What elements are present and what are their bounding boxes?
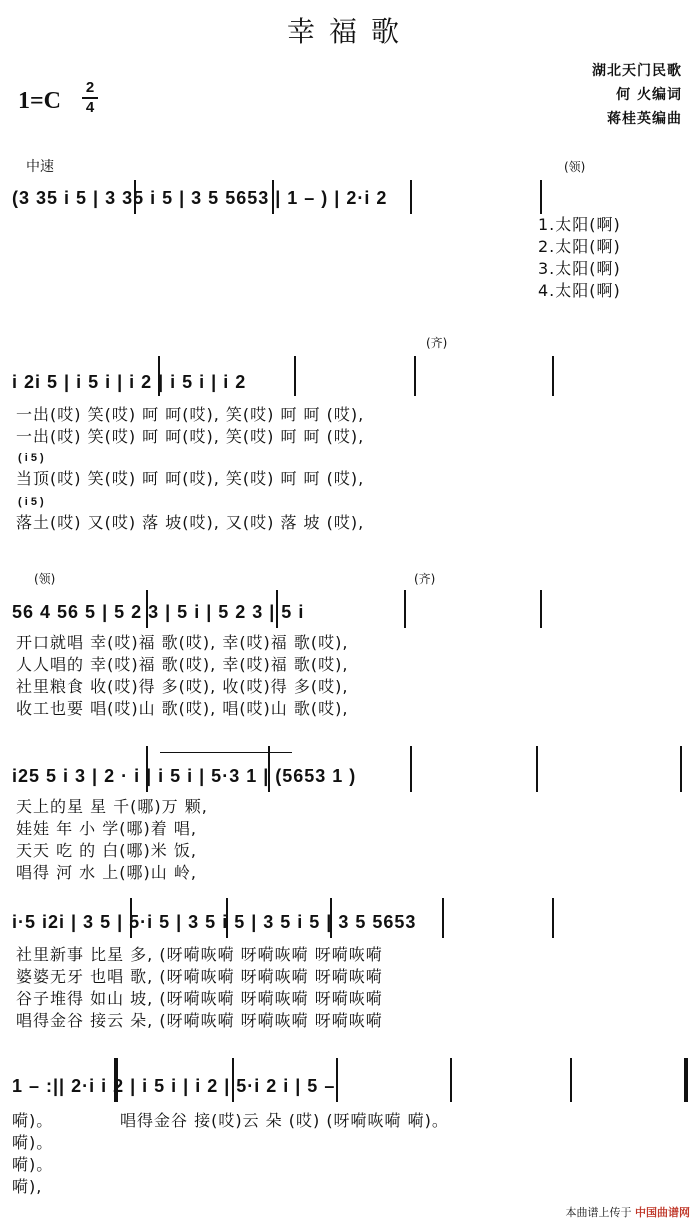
footer-prefix: 本曲谱上传于	[565, 1206, 632, 1219]
verse-4-line: 唱得金谷 接云 朵, (呀嗬咴嗬 呀嗬咴嗬 呀嗬咴嗬	[16, 1011, 383, 1030]
barline	[158, 356, 160, 396]
system3-notes: 56 4 56 5 | 5 2 3 | 5 i | 5 2 3 | 5 i	[12, 602, 305, 622]
verse-3-line: 天天 吃 的 白(哪)米 饭,	[16, 841, 197, 860]
barline	[272, 180, 274, 214]
together-mark: (齐)	[426, 336, 448, 350]
meter-top: 2	[85, 79, 95, 96]
tempo-marking: 中速	[26, 159, 54, 175]
verse-3-line: 谷子堆得 如山 坡, (呀嗬咴嗬 呀嗬咴嗬 呀嗬咴嗬	[16, 989, 383, 1008]
ending-2: 嗬)。	[12, 1133, 54, 1152]
barline	[294, 356, 296, 396]
alt-notes: ( i 5 )	[18, 452, 44, 464]
ending-4: 嗬),	[12, 1177, 43, 1196]
barline	[134, 180, 136, 214]
system2-notes: i 2i 5 | i 5 i | i 2 | i 5 i | i 2	[12, 372, 247, 392]
barline	[146, 746, 148, 792]
barline	[146, 590, 148, 628]
barline	[552, 898, 554, 938]
barline	[410, 180, 412, 214]
together-mark: (齐)	[414, 572, 436, 586]
verse-3-line: 当顶(哎) 笑(哎) 呵 呵(哎), 笑(哎) 呵 呵 (哎),	[16, 469, 365, 488]
credit-arranger: 蒋桂英编曲	[607, 111, 682, 127]
verse-4-line: 落土(哎) 又(哎) 落 坡(哎), 又(哎) 落 坡 (哎),	[16, 513, 365, 532]
site-logo[interactable]: 中国曲谱网	[635, 1206, 690, 1219]
barline	[130, 898, 132, 938]
verse-4-line: 唱得 河 水 上(哪)山 岭,	[16, 863, 197, 882]
barline	[442, 898, 444, 938]
barline	[570, 1058, 572, 1102]
footer-source	[566, 1204, 691, 1220]
barline	[410, 746, 412, 792]
verse-1-line: 社里新事 比星 多, (呀嗬咴嗬 呀嗬咴嗬 呀嗬咴嗬	[16, 945, 383, 964]
alt-notes: ( i 5 )	[18, 496, 44, 508]
key-signature: 1=C	[18, 88, 62, 114]
system6-notes: 1 – :|| 2·i i 2 | i 5 i | i 2 | 5·i 2 i | 5 –	[12, 1076, 336, 1096]
time-signature	[82, 80, 98, 116]
credit-lyricist: 何 火编词	[616, 87, 682, 103]
barline	[450, 1058, 452, 1102]
system5-notes: i·5 i2i | 3 5 | 5·i 5 | 3 5 i 5 | 3 5 i 5 | 3 5 5653	[12, 912, 417, 932]
verse-1-line: 1.太阳(啊)	[538, 215, 621, 234]
verse-2-line: 人人唱的 幸(哎)福 歌(哎), 幸(哎)福 歌(哎),	[16, 655, 349, 674]
barline	[268, 746, 270, 792]
verse-4-line: 4.太阳(啊)	[538, 281, 621, 300]
verse-1-line: 开口就唱 幸(哎)福 歌(哎), 幸(哎)福 歌(哎),	[16, 633, 349, 652]
barline	[276, 590, 278, 628]
barline	[680, 746, 682, 792]
lead-mark: (领)	[564, 160, 586, 174]
credit-origin: 湖北天门民歌	[592, 63, 682, 79]
verse-3-line: 3.太阳(啊)	[538, 259, 621, 278]
coda-lyric: 唱得金谷 接(哎)云 朵 (哎) (呀嗬咴嗬 嗬)。	[120, 1111, 449, 1130]
system1-notes: (3 35 i 5 | 3 35 i 5 | 3 5 5653 | 1 – ) | 2·i 2	[12, 188, 388, 208]
barline	[414, 356, 416, 396]
barline	[540, 180, 542, 214]
verse-1-line: 一出(哎) 笑(哎) 呵 呵(哎), 笑(哎) 呵 呵 (哎),	[16, 405, 365, 424]
barline	[330, 898, 332, 938]
verse-2-line: 娃娃 年 小 学(哪)着 唱,	[16, 819, 197, 838]
ending-1: 嗬)。	[12, 1111, 54, 1130]
barline	[336, 1058, 338, 1102]
barline	[226, 898, 228, 938]
system4-notes: i25 5 i 3 | 2 · i | i 5 i | 5·3 1 | (5653 1 )	[12, 766, 357, 786]
slur	[160, 752, 292, 753]
verse-2-line: 2.太阳(啊)	[538, 237, 621, 256]
lead-mark: (领)	[34, 572, 56, 586]
barline	[552, 356, 554, 396]
barline	[404, 590, 406, 628]
repeat-barline	[114, 1058, 118, 1102]
verse-4-line: 收工也要 唱(哎)山 歌(哎), 唱(哎)山 歌(哎),	[16, 699, 349, 718]
song-title: 幸福歌	[286, 15, 413, 48]
verse-3-line: 社里粮食 收(哎)得 多(哎), 收(哎)得 多(哎),	[16, 677, 349, 696]
barline	[232, 1058, 234, 1102]
barline	[540, 590, 542, 628]
verse-2-line: 婆婆无牙 也唱 歌, (呀嗬咴嗬 呀嗬咴嗬 呀嗬咴嗬	[16, 967, 383, 986]
final-barline	[684, 1058, 688, 1102]
verse-2-line: 一出(哎) 笑(哎) 呵 呵(哎), 笑(哎) 呵 呵 (哎),	[16, 427, 365, 446]
meter-bottom: 4	[85, 99, 95, 116]
barline	[536, 746, 538, 792]
ending-3: 嗬)。	[12, 1155, 54, 1174]
verse-1-line: 天上的星 星 千(哪)万 颗,	[16, 797, 208, 816]
